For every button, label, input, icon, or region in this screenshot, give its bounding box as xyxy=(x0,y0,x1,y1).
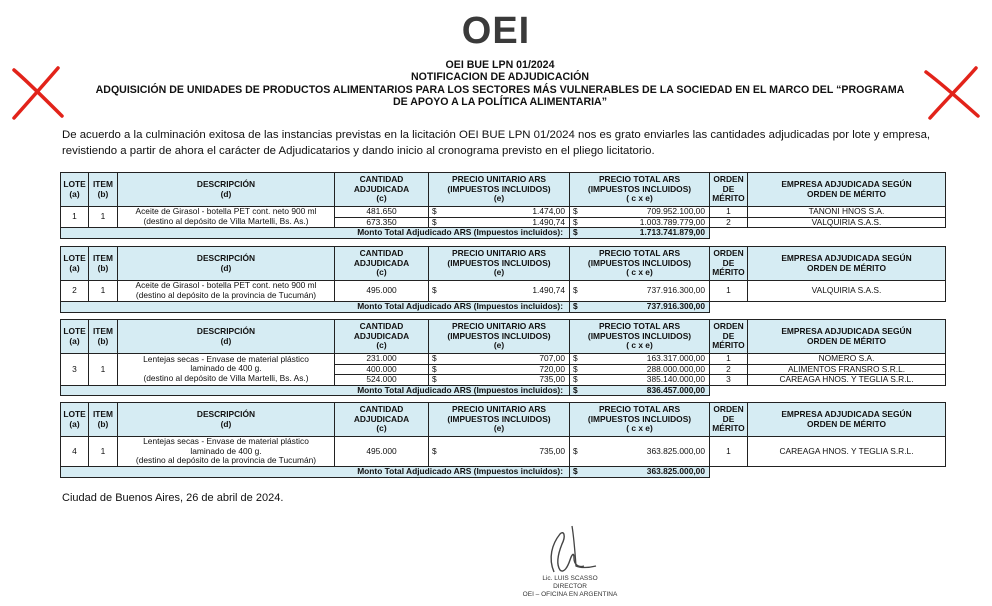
document-heading xyxy=(60,59,940,109)
red-cross-mark-left xyxy=(8,64,68,122)
col-merit-header: ORDEN DE MÉRITO xyxy=(710,320,748,354)
total-currency: $ xyxy=(570,385,583,396)
description-line: (destino al depósito de Villa Martelli, Bs. As.) xyxy=(143,216,309,226)
cell-unit-price: 720,00 xyxy=(442,364,570,375)
cell-currency: $ xyxy=(570,437,583,467)
col-merit-header: ORDEN DE MÉRITO xyxy=(710,247,748,281)
total-amount: 836.457.000,00 xyxy=(583,385,710,396)
col-total-price-header: PRECIO TOTAL ARS (IMPUESTOS INCLUIDOS) ( c x e) xyxy=(570,403,710,437)
col-description-header: DESCRIPCIÓN (d) xyxy=(118,173,335,207)
cell-quantity: 400.000 xyxy=(335,364,429,375)
total-amount: 737.916.300,00 xyxy=(583,302,710,313)
col-unit-price-header: PRECIO UNITARIO ARS (IMPUESTOS INCLUIDOS) (e) xyxy=(429,247,570,281)
cell-currency: $ xyxy=(429,437,442,467)
lote-table-1 xyxy=(60,172,946,239)
cell-merit-order: 2 xyxy=(710,217,748,228)
col-description-header: DESCRIPCIÓN (d) xyxy=(118,320,335,354)
col-item-header: ITEM (b) xyxy=(89,173,118,207)
signer-role: DIRECTOR xyxy=(553,583,587,590)
cell-currency: $ xyxy=(570,354,583,365)
description-line: (destino al depósito de la provincia de Tucumán) xyxy=(135,455,317,466)
cell-merit-order: 1 xyxy=(710,354,748,365)
cell-total-price: 163.317.000,00 xyxy=(583,354,710,365)
col-company-header: EMPRESA ADJUDICADA SEGÚN ORDEN DE MÉRITO xyxy=(748,247,946,281)
intro-line2: revistiendo a partir de ahora el carácter de Adjudicatarios y dando inicio al cronograma previsto en el pliego licitatorio. xyxy=(62,144,655,157)
cell-unit-price: 735,00 xyxy=(442,437,570,467)
total-amount: 1.713.741.879,00 xyxy=(583,228,710,239)
cell-lote: 3 xyxy=(61,354,89,386)
col-quantity-header: CANTIDAD ADJUDICADA (c) xyxy=(335,403,429,437)
table-header-row xyxy=(61,247,946,281)
total-label: Monto Total Adjudicado ARS (Impuestos incluidos): xyxy=(61,385,570,396)
description-line: Lentejas secas - Envase de material plástico xyxy=(143,353,309,364)
lote-table-3 xyxy=(60,319,946,396)
cell-quantity: 495.000 xyxy=(335,281,429,302)
cell-unit-price: 1.474,00 xyxy=(442,207,570,218)
table-row xyxy=(61,437,946,467)
lote-table-4 xyxy=(60,402,946,478)
cell-company: TANONI HNOS S.A. xyxy=(748,207,946,218)
cell-currency: $ xyxy=(429,354,442,365)
total-label: Monto Total Adjudicado ARS (Impuestos incluidos): xyxy=(61,467,570,478)
cell-company: ALIMENTOS FRANSRO S.R.L. xyxy=(748,364,946,375)
col-company-header: EMPRESA ADJUDICADA SEGÚN ORDEN DE MÉRITO xyxy=(748,403,946,437)
col-total-price-header: PRECIO TOTAL ARS (IMPUESTOS INCLUIDOS) ( c x e) xyxy=(570,173,710,207)
cell-unit-price: 1.490,74 xyxy=(442,217,570,228)
heading-notice: NOTIFICACION DE ADJUDICACIÓN xyxy=(411,71,589,84)
cell-currency: $ xyxy=(570,364,583,375)
heading-subject-line2: DE APOYO A LA POLÍTICA ALIMENTARIA” xyxy=(392,96,608,109)
cell-item: 1 xyxy=(89,437,118,467)
col-unit-price-header: PRECIO UNITARIO ARS (IMPUESTOS INCLUIDOS) (e) xyxy=(429,403,570,437)
cell-merit-order: 1 xyxy=(710,281,748,302)
cell-currency: $ xyxy=(429,281,442,302)
cell-item: 1 xyxy=(89,207,118,228)
cell-total-price: 737.916.300,00 xyxy=(583,281,710,302)
intro-paragraph xyxy=(62,128,942,159)
col-unit-price-header: PRECIO UNITARIO ARS (IMPUESTOS INCLUIDOS) (e) xyxy=(429,320,570,354)
total-label: Monto Total Adjudicado ARS (Impuestos incluidos): xyxy=(61,228,570,239)
cell-merit-order: 1 xyxy=(710,207,748,218)
cell-merit-order: 2 xyxy=(710,364,748,375)
cell-unit-price: 707,00 xyxy=(442,354,570,365)
col-description-header: DESCRIPCIÓN (d) xyxy=(118,403,335,437)
cell-description xyxy=(118,207,335,228)
total-currency: $ xyxy=(570,228,583,239)
signature-block xyxy=(500,575,640,599)
description-line: Lentejas secas - Envase de material plástico xyxy=(143,436,309,447)
lote-table-2 xyxy=(60,246,946,313)
oei-logo: OEI xyxy=(461,10,531,52)
total-row xyxy=(61,302,946,313)
col-item-header: ITEM (b) xyxy=(89,320,118,354)
cell-lote: 4 xyxy=(61,437,89,467)
col-merit-header: ORDEN DE MÉRITO xyxy=(710,403,748,437)
cell-total-price: 1.003.789.779,00 xyxy=(583,217,710,228)
cell-quantity: 481.650 xyxy=(335,207,429,218)
table-row xyxy=(61,281,946,302)
cell-description xyxy=(118,437,335,467)
cell-unit-price: 735,00 xyxy=(442,375,570,386)
total-blank xyxy=(710,385,946,396)
col-description-header: DESCRIPCIÓN (d) xyxy=(118,247,335,281)
cell-quantity: 231.000 xyxy=(335,354,429,365)
cell-total-price: 709.952.100,00 xyxy=(583,207,710,218)
cell-quantity: 495.000 xyxy=(335,437,429,467)
total-currency: $ xyxy=(570,302,583,313)
col-unit-price-header: PRECIO UNITARIO ARS (IMPUESTOS INCLUIDOS) (e) xyxy=(429,173,570,207)
total-blank xyxy=(710,302,946,313)
cell-total-price: 363.825.000,00 xyxy=(583,437,710,467)
heading-subject-line1: ADQUISICIÓN DE UNIDADES DE PRODUCTOS ALIMENTARIOS PARA LOS SECTORES MÁS VULNERABLES DE LA SOCIEDAD EN EL MARCO DEL “PROGRAMA xyxy=(95,83,905,96)
description-line: (destino al depósito de Villa Martelli, Bs. As.) xyxy=(143,373,309,384)
table-header-row xyxy=(61,403,946,437)
total-blank xyxy=(710,467,946,478)
signer-name: Lic. LUIS SCASSO xyxy=(542,575,598,582)
cell-item: 1 xyxy=(89,354,118,386)
closing-date: Ciudad de Buenos Aires, 26 de abril de 2024. xyxy=(62,492,284,504)
cell-unit-price: 1.490,74 xyxy=(442,281,570,302)
description-line: Aceite de Girasol - botella PET cont. neto 900 ml xyxy=(135,280,317,291)
cell-company: VALQUIRIA S.A.S. xyxy=(748,217,946,228)
col-quantity-header: CANTIDAD ADJUDICADA (c) xyxy=(335,173,429,207)
col-company-header: EMPRESA ADJUDICADA SEGÚN ORDEN DE MÉRITO xyxy=(748,320,946,354)
cell-lote: 1 xyxy=(61,207,89,228)
cell-company: CAREAGA HNOS. Y TEGLIA S.R.L. xyxy=(748,375,946,386)
heading-reference: OEI BUE LPN 01/2024 xyxy=(445,59,555,71)
cell-total-price: 385.140.000,00 xyxy=(583,375,710,386)
table-row xyxy=(61,354,946,365)
col-lote-header: LOTE (a) xyxy=(61,320,89,354)
cell-item: 1 xyxy=(89,281,118,302)
cell-quantity: 673.350 xyxy=(335,217,429,228)
cell-description xyxy=(118,281,335,302)
intro-line1: De acuerdo a la culminación exitosa de las instancias previstas en la licitación OEI BUE LPN 01/2024 nos es grato enviarles las cantidades adjudicadas por lote y empresa, xyxy=(62,129,931,141)
total-label: Monto Total Adjudicado ARS (Impuestos incluidos): xyxy=(61,302,570,313)
col-total-price-header: PRECIO TOTAL ARS (IMPUESTOS INCLUIDOS) ( c x e) xyxy=(570,320,710,354)
description-line: (destino al depósito de la provincia de Tucumán) xyxy=(135,290,317,300)
total-row xyxy=(61,467,946,478)
handwritten-signature xyxy=(538,522,600,580)
description-line: laminado de 400 g. xyxy=(190,445,262,456)
total-row xyxy=(61,228,946,239)
col-quantity-header: CANTIDAD ADJUDICADA (c) xyxy=(335,320,429,354)
cell-company: NOMERO S.A. xyxy=(748,354,946,365)
col-lote-header: LOTE (a) xyxy=(61,173,89,207)
cell-total-price: 288.000.000,00 xyxy=(583,364,710,375)
cell-merit-order: 1 xyxy=(710,437,748,467)
col-item-header: ITEM (b) xyxy=(89,403,118,437)
total-amount: 363.825.000,00 xyxy=(583,467,710,478)
col-total-price-header: PRECIO TOTAL ARS (IMPUESTOS INCLUIDOS) ( c x e) xyxy=(570,247,710,281)
cell-currency: $ xyxy=(429,375,442,386)
total-blank xyxy=(710,228,946,239)
cell-currency: $ xyxy=(429,207,442,218)
table-header-row xyxy=(61,320,946,354)
cell-currency: $ xyxy=(570,375,583,386)
description-line: laminado de 400 g. xyxy=(190,363,262,374)
total-row xyxy=(61,385,946,396)
cell-currency: $ xyxy=(570,207,583,218)
col-item-header: ITEM (b) xyxy=(89,247,118,281)
cell-lote: 2 xyxy=(61,281,89,302)
cell-merit-order: 3 xyxy=(710,375,748,386)
col-merit-header: ORDEN DE MÉRITO xyxy=(710,173,748,207)
cell-description xyxy=(118,354,335,386)
table-header-row xyxy=(61,173,946,207)
total-currency: $ xyxy=(570,467,583,478)
table-row xyxy=(61,207,946,218)
col-lote-header: LOTE (a) xyxy=(61,403,89,437)
cell-quantity: 524.000 xyxy=(335,375,429,386)
col-company-header: EMPRESA ADJUDICADA SEGÚN ORDEN DE MÉRITO xyxy=(748,173,946,207)
cell-currency: $ xyxy=(429,364,442,375)
cell-currency: $ xyxy=(570,217,583,228)
cell-currency: $ xyxy=(429,217,442,228)
cell-company: CAREAGA HNOS. Y TEGLIA S.R.L. xyxy=(748,437,946,467)
description-line: Aceite de Girasol - botella PET cont. neto 900 ml xyxy=(135,206,317,217)
cell-company: VALQUIRIA S.A.S. xyxy=(748,281,946,302)
cell-currency: $ xyxy=(570,281,583,302)
col-lote-header: LOTE (a) xyxy=(61,247,89,281)
col-quantity-header: CANTIDAD ADJUDICADA (c) xyxy=(335,247,429,281)
signer-office: OEI – OFICINA EN ARGENTINA xyxy=(522,591,618,598)
